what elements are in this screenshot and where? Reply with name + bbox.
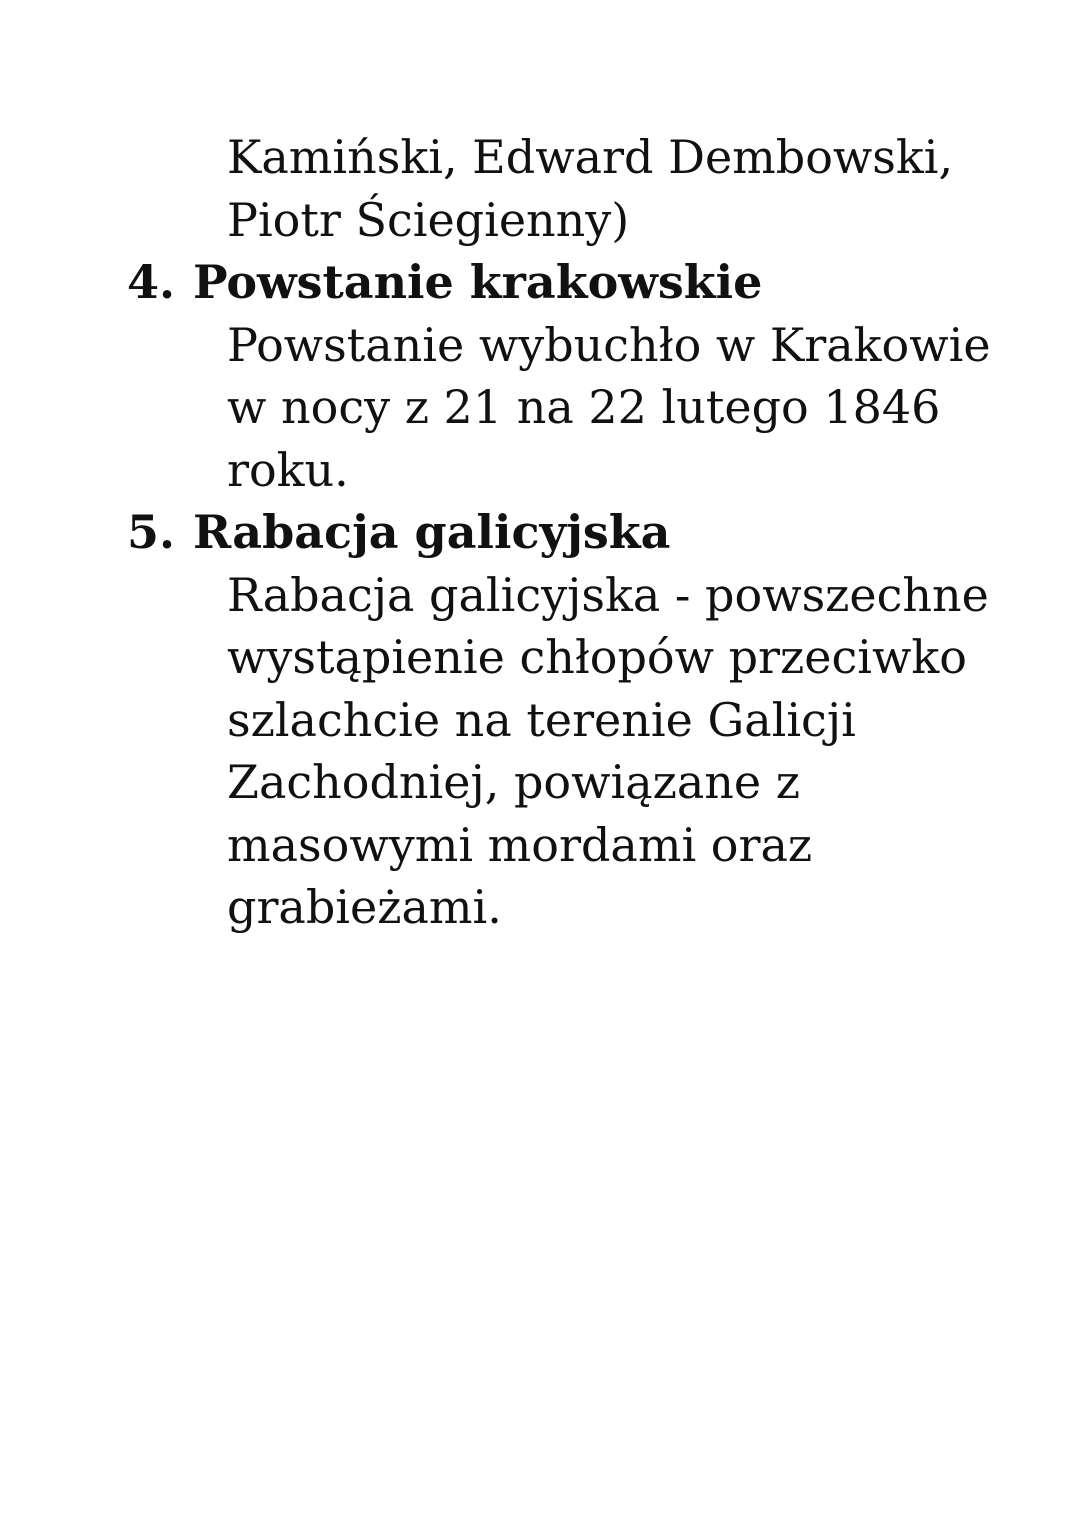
section-body-line: Powstanie wybuchło w Krakowie — [227, 317, 991, 372]
section-body-line: w nocy z 21 na 22 lutego 1846 — [227, 380, 941, 434]
section-heading-4 — [127, 251, 1027, 314]
document-content — [127, 126, 1027, 939]
continuation-line: Kamiński, Edward Dembowski, — [227, 130, 954, 184]
section-body-line: Zachodniej, powiązane z — [227, 755, 801, 809]
section-title: Rabacja galicyjska — [193, 505, 671, 559]
section-body-line: Rabacja galicyjska - powszechne — [227, 567, 989, 622]
section-title: Powstanie krakowskie — [193, 255, 763, 309]
section-body-line: szlachcie na terenie Galicji — [227, 692, 856, 747]
section-body-line: masowymi mordami oraz — [227, 817, 813, 872]
section-heading-5 — [127, 501, 1027, 564]
section-number: 5. — [127, 505, 176, 559]
section-body-line: roku. — [227, 442, 349, 497]
continuation-line: Piotr Ściegienny) — [227, 192, 630, 247]
section-number: 4. — [127, 255, 176, 309]
section-body-line: wystąpienie chłopów przeciwko — [227, 630, 967, 684]
section-body-line: grabieżami. — [227, 880, 502, 934]
